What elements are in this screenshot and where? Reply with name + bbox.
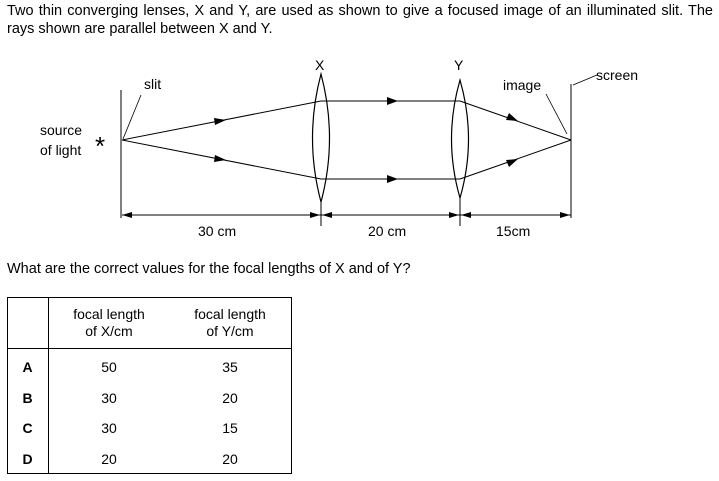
- answer-table: [7, 297, 292, 474]
- focal-x-value: 50: [101, 359, 117, 376]
- answer-row[interactable]: [7, 348, 291, 383]
- answer-table-header-divider: [7, 348, 292, 349]
- lens-y-label: Y: [454, 57, 464, 73]
- option-letter: B: [7, 383, 49, 414]
- distance-x-to-y: 20 cm: [368, 223, 407, 239]
- focal-x-value: 20: [101, 450, 117, 467]
- screen-leader-line: [573, 75, 597, 85]
- header-focal-y-line2: of Y/cm: [206, 322, 254, 339]
- arrow-ray-5: [506, 113, 518, 121]
- image-leader-line: [546, 94, 567, 134]
- source-star: *: [95, 131, 106, 161]
- option-letter: D: [7, 444, 49, 475]
- answer-table-header: [7, 297, 291, 348]
- arrow-ray-2: [214, 155, 226, 162]
- arrow-ray-1: [214, 118, 226, 125]
- option-letter: A: [7, 348, 49, 383]
- lens-x: [313, 74, 330, 226]
- header-focal-y: [169, 297, 291, 348]
- slit-leader-line: [123, 95, 141, 139]
- header-focal-y-line1: focal length: [194, 305, 266, 322]
- header-focal-x-line2: of X/cm: [85, 322, 133, 339]
- question-prompt: What are the correct values for the focal lengths of X and of Y?: [7, 261, 411, 277]
- image-label: image: [503, 77, 542, 93]
- slit-label: slit: [144, 76, 162, 92]
- source-label-line2: of light: [40, 142, 82, 158]
- screen-label: screen: [596, 67, 639, 83]
- distance-slit-to-x: 30 cm: [198, 223, 237, 239]
- header-focal-x-line1: focal length: [73, 305, 145, 322]
- answer-row[interactable]: [7, 383, 291, 414]
- arrow-ray-6: [506, 159, 518, 167]
- focal-y-value: 20: [222, 389, 238, 406]
- lens-x-label: X: [315, 57, 325, 73]
- header-focal-x: [49, 297, 170, 348]
- focal-y-value: 35: [222, 359, 238, 376]
- dimension-line: [122, 212, 571, 218]
- source-label-line1: source: [40, 122, 83, 138]
- header-option: [7, 297, 49, 348]
- focal-y-value: 15: [222, 420, 238, 437]
- light-rays: [122, 101, 571, 179]
- arrow-ray-4: [387, 175, 398, 183]
- focal-x-value: 30: [101, 389, 117, 406]
- ray-arrowheads: [214, 97, 518, 183]
- option-letter: C: [7, 413, 49, 444]
- focal-x-value: 30: [101, 420, 117, 437]
- arrow-ray-3: [387, 97, 398, 105]
- distance-y-to-screen: 15cm: [496, 223, 531, 239]
- answer-row[interactable]: [7, 413, 291, 444]
- question-intro: Two thin converging lenses, X and Y, are used as shown to give a focused image of an illuminated slit. The rays shown are parallel between X and Y.: [7, 3, 713, 37]
- lens-y: [452, 80, 469, 226]
- focal-y-value: 20: [222, 450, 238, 467]
- answer-row[interactable]: [7, 444, 291, 475]
